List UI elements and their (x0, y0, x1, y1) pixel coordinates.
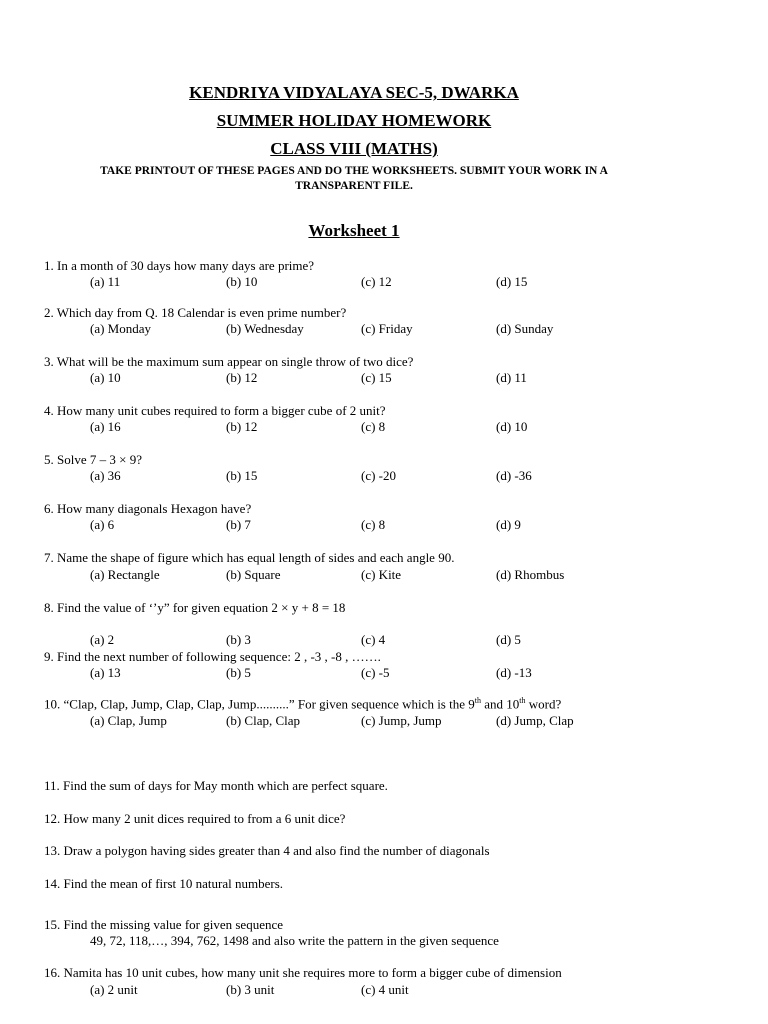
q4-option-c: (c) 8 (361, 419, 386, 434)
q4-option-b: (b) 12 (226, 419, 258, 434)
question-15: 15. Find the missing value for given sequence (44, 917, 284, 932)
question-6: 6. How many diagonals Hexagon have? (44, 501, 252, 516)
q3-option-c: (c) 15 (361, 370, 392, 385)
q16-option-c: (c) 4 unit (361, 982, 409, 997)
q1-option-b: (b) 10 (226, 274, 258, 289)
q16-option-a: (a) 2 unit (90, 982, 138, 997)
question-16: 16. Namita has 10 unit cubes, how many unit she requires more to form a bigger cube of dimension (44, 965, 562, 980)
q5-option-b: (b) 15 (226, 468, 258, 483)
homework-title: SUMMER HOLIDAY HOMEWORK (216, 111, 492, 130)
q2-option-d: (d) Sunday (496, 321, 554, 336)
question-10-sup-1: th (474, 696, 481, 705)
question-1: 1. In a month of 30 days how many days are prime? (44, 258, 315, 273)
q6-option-b: (b) 7 (226, 517, 251, 532)
q7-option-b: (b) Square (226, 567, 281, 582)
question-8: 8. Find the value of ‘’y” for given equation 2 × y + 8 = 18 (44, 600, 346, 615)
q6-option-c: (c) 8 (361, 517, 386, 532)
q9-option-b: (b) 5 (226, 665, 251, 680)
question-13: 13. Draw a polygon having sides greater than 4 and also find the number of diagonals (44, 843, 490, 858)
q8-option-a: (a) 2 (90, 632, 115, 647)
q10-option-c: (c) Jump, Jump (361, 713, 442, 728)
q7-option-a: (a) Rectangle (90, 567, 160, 582)
q2-option-b: (b) Wednesday (226, 321, 304, 336)
question-9: 9. Find the next number of following sequence: 2 , -3 , -8 , ……. (44, 649, 381, 664)
q9-option-c: (c) -5 (361, 665, 390, 680)
q3-option-b: (b) 12 (226, 370, 258, 385)
q6-option-d: (d) 9 (496, 517, 521, 532)
q8-option-d: (d) 5 (496, 632, 521, 647)
q5-option-c: (c) -20 (361, 468, 397, 483)
instructions-line-1: TAKE PRINTOUT OF THESE PAGES AND DO THE WORKSHEETS. SUBMIT YOUR WORK IN A (100, 165, 608, 177)
q4-option-a: (a) 16 (90, 419, 121, 434)
question-2: 2. Which day from Q. 18 Calendar is even prime number? (44, 305, 347, 320)
question-10-text-c: word? (525, 696, 562, 712)
instructions-line-2: TRANSPARENT FILE. (295, 180, 413, 192)
q3-option-a: (a) 10 (90, 370, 121, 385)
question-10 (44, 696, 561, 712)
question-10-text-b: and 10 (480, 696, 520, 712)
q3-option-d: (d) 11 (496, 370, 527, 385)
question-3: 3. What will be the maximum sum appear on single throw of two dice? (44, 354, 414, 369)
q7-option-d: (d) Rhombus (496, 567, 565, 582)
q2-option-a: (a) Monday (90, 321, 152, 336)
question-4: 4. How many unit cubes required to form a bigger cube of 2 unit? (44, 403, 386, 418)
question-12: 12. How many 2 unit dices required to from a 6 unit dice? (44, 811, 346, 826)
class-title: CLASS VIII (MATHS) (270, 139, 438, 158)
q7-option-c: (c) Kite (361, 567, 402, 582)
q5-option-d: (d) -36 (496, 468, 532, 483)
school-name: KENDRIYA VIDYALAYA SEC-5, DWARKA (189, 83, 519, 102)
question-11: 11. Find the sum of days for May month which are perfect square. (44, 778, 388, 793)
q5-option-a: (a) 36 (90, 468, 121, 483)
q2-option-c: (c) Friday (361, 321, 413, 336)
q4-option-d: (d) 10 (496, 419, 528, 434)
question-7: 7. Name the shape of figure which has equal length of sides and each angle 90. (44, 550, 455, 565)
q10-option-d: (d) Jump, Clap (496, 713, 574, 728)
q6-option-a: (a) 6 (90, 517, 115, 532)
q10-option-a: (a) Clap, Jump (90, 713, 167, 728)
q8-option-c: (c) 4 (361, 632, 386, 647)
q16-option-b: (b) 3 unit (226, 982, 275, 997)
question-10-sup-2: th (519, 696, 526, 705)
q9-option-d: (d) -13 (496, 665, 532, 680)
q9-option-a: (a) 13 (90, 665, 121, 680)
q1-option-a: (a) 11 (90, 274, 121, 289)
worksheet-title: Worksheet 1 (308, 221, 400, 240)
q1-option-c: (c) 12 (361, 274, 392, 289)
q10-option-b: (b) Clap, Clap (226, 713, 301, 728)
question-10-text-a: 10. “Clap, Clap, Jump, Clap, Clap, Jump..........” For given sequence which is the 9 (44, 696, 475, 712)
question-15-sequence: 49, 72, 118,…, 394, 762, 1498 and also write the pattern in the given sequence (90, 933, 499, 948)
question-5: 5. Solve 7 – 3 × 9? (44, 452, 142, 467)
q8-option-b: (b) 3 (226, 632, 251, 647)
question-14: 14. Find the mean of first 10 natural numbers. (44, 876, 284, 891)
q1-option-d: (d) 15 (496, 274, 528, 289)
